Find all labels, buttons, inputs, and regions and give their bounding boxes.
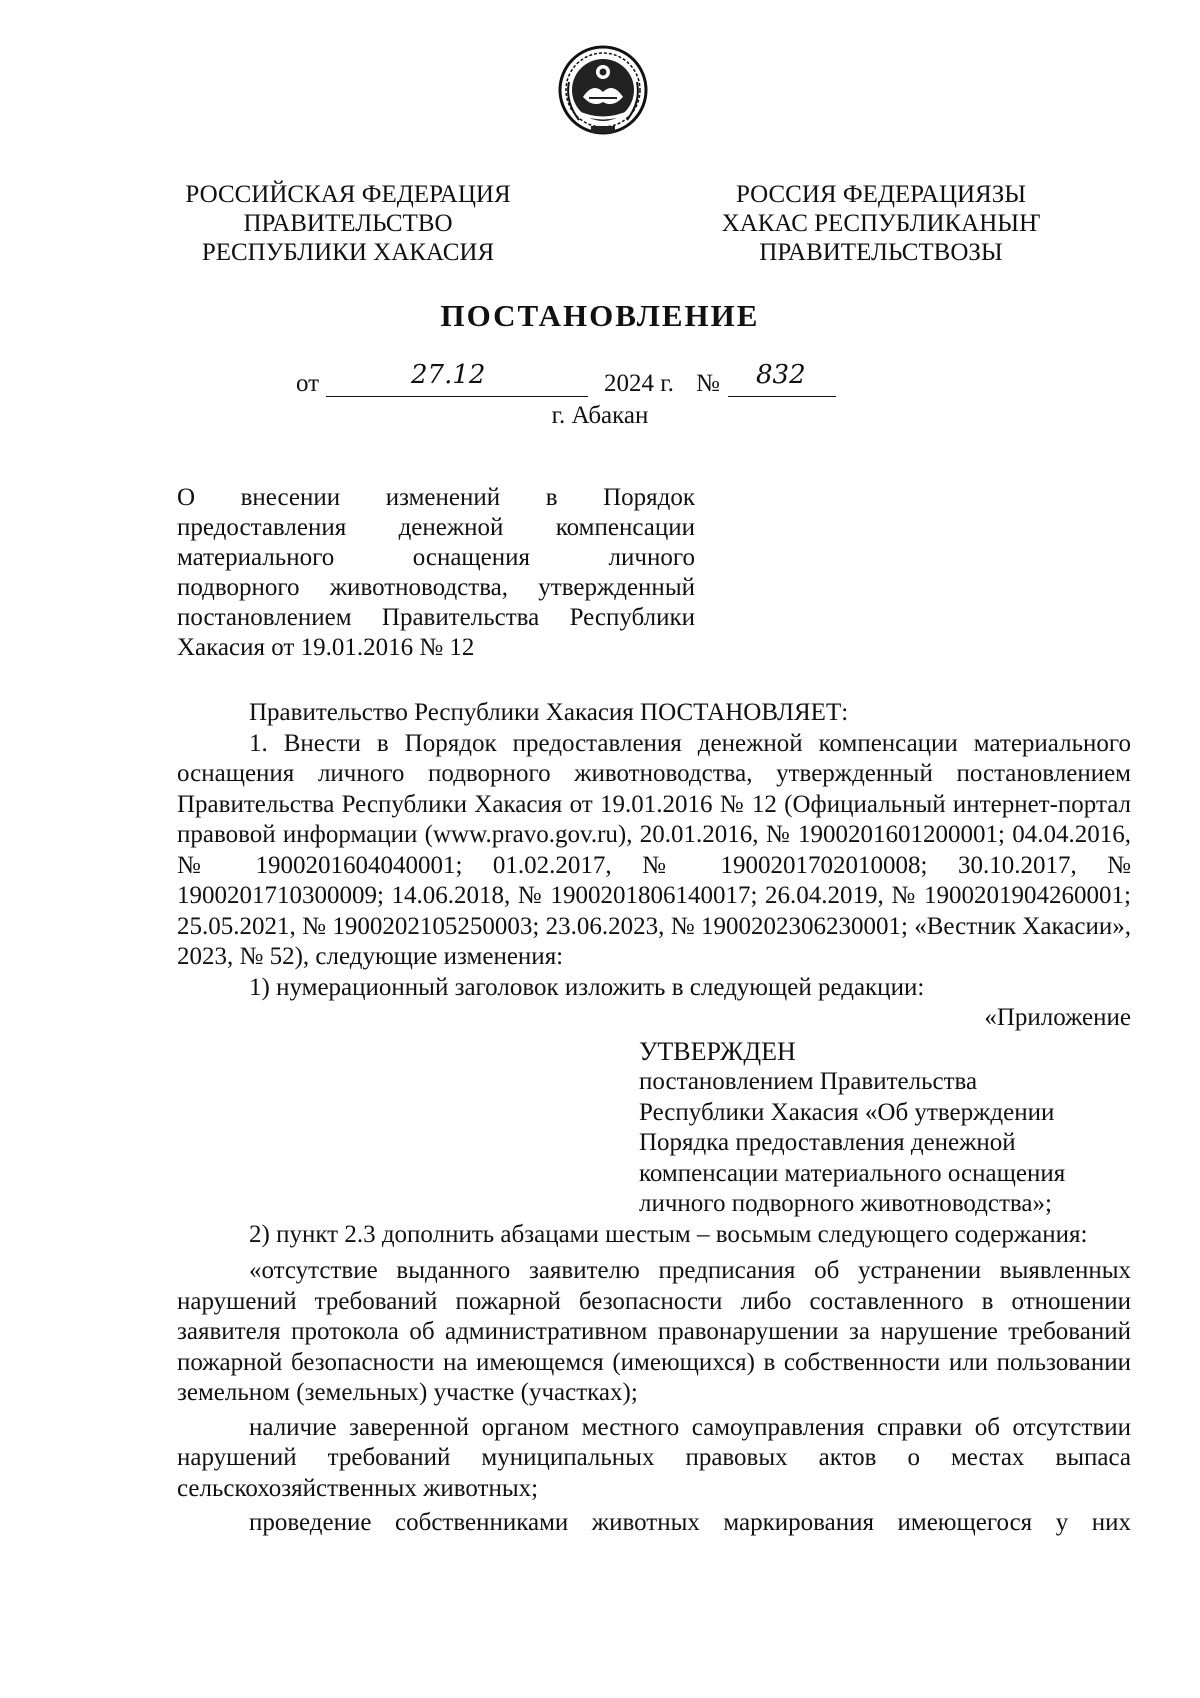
date-number-line (0, 360, 1200, 406)
intro-paragraph: Правительство Республики Хакасия ПОСТАНОВЛЯЕТ: (249, 699, 849, 726)
document-subject (177, 483, 695, 663)
subject-line: О внесении изменений в Порядок (177, 484, 695, 511)
date-handwritten: 27.12 (411, 360, 486, 390)
date-prefix: от (296, 370, 320, 397)
header-left (160, 180, 536, 267)
approved-title: УТВЕРЖДЕН (639, 1036, 796, 1066)
subject-line: предоставления денежной компенсации (177, 514, 695, 541)
number-sign: № (696, 370, 720, 397)
header-left-line-3: РЕСПУБЛИКИ ХАКАСИЯ (201, 239, 495, 266)
header-right-line-2: ХАКАС РЕСПУБЛИКАНЫҤ (721, 210, 1041, 237)
subject-line: постановлением Правительства Республики (177, 604, 695, 631)
date-field (326, 360, 588, 397)
number-handwritten: 832 (756, 360, 806, 390)
document-body (177, 698, 1131, 1539)
approved-line: Республики Хакасия «Об утверждении (639, 1098, 1055, 1126)
number-field (728, 360, 836, 397)
document-title: ПОСТАНОВЛЕНИЕ (440, 298, 760, 333)
header-right-line-3: ПРАВИТЕЛЬСТВОЗЫ (759, 239, 1003, 266)
appendix-label: «Приложение (984, 1004, 1131, 1031)
city-name: г. Абакан (551, 402, 649, 429)
header-right (716, 180, 1046, 267)
subitem-2-paragraph: 2) пункт 2.3 дополнить абзацами шестым – восьмым следующего содержания: (249, 1220, 1088, 1248)
quote-paragraph-3: проведение собственниками животных маркирования имеющегося у них (249, 1509, 1131, 1536)
subject-line: подворного животноводства, утвержденный (177, 574, 695, 601)
approved-line: компенсации материального оснащения (639, 1159, 1066, 1187)
header-right-line-1: РОССИЯ ФЕДЕРАЦИЯЗЫ (735, 181, 1027, 208)
coat-of-arms-emblem (557, 42, 649, 138)
subject-line: Хакасия от 19.01.2016 № 12 (177, 634, 475, 661)
subitem-1-paragraph: 1) нумерационный заголовок изложить в следующей редакции: (249, 973, 925, 1001)
approved-line: постановлением Правительства (639, 1068, 978, 1095)
approved-line: личного подворного животноводства»; (639, 1190, 1052, 1217)
year-label: 2024 г. (604, 370, 674, 397)
quote-paragraph-2: наличие заверенной органом местного самоуправления справки об отсутствии нарушений требований муниципальных правовых актов о местах выпаса сельскохозяйственных животных; (177, 1413, 1131, 1502)
item-1-paragraph: 1. Внести в Порядок предоставления денежной компенсации материального оснащения личного подворного животноводства, утвержденный постановлением Правительства Республики Хакасия от 19.01.2016 № 12 (Официальный интернет-портал правовой информации (www.pravo.gov.ru), 20.01.2016, № 1900201601200001; 04.04.2016, № 1900201604040001; 01.02.2017, № 1900201702010008; 30.10.2017, № 1900201710300009; 14.06.2018, № 1900201806140017; 26.04.2019, № 1900201904260001; 25.05.2021, № 1900202105250003; 23.06.2023, № 1900202306230001; «Вестник Хакасии», 2023, № 52), следующие изменения: (177, 729, 1131, 970)
approved-line: Порядка предоставления денежной (639, 1129, 1016, 1156)
header-left-line-1: РОССИЙСКАЯ ФЕДЕРАЦИЯ (185, 181, 511, 208)
quote-paragraph-1: «отсутствие выданного заявителю предписания об устранении выявленных нарушений требований пожарной безопасности либо составленного в отношении заявителя протокола об административном правонарушении за нарушение требований пожарной безопасности на имеющемся (имеющихся) в собственности или пользовании земельном (земельных) участке (участках); (177, 1257, 1131, 1406)
subject-line: материального оснащения личного (177, 544, 695, 571)
header-left-line-2: ПРАВИТЕЛЬСТВО (243, 210, 453, 237)
